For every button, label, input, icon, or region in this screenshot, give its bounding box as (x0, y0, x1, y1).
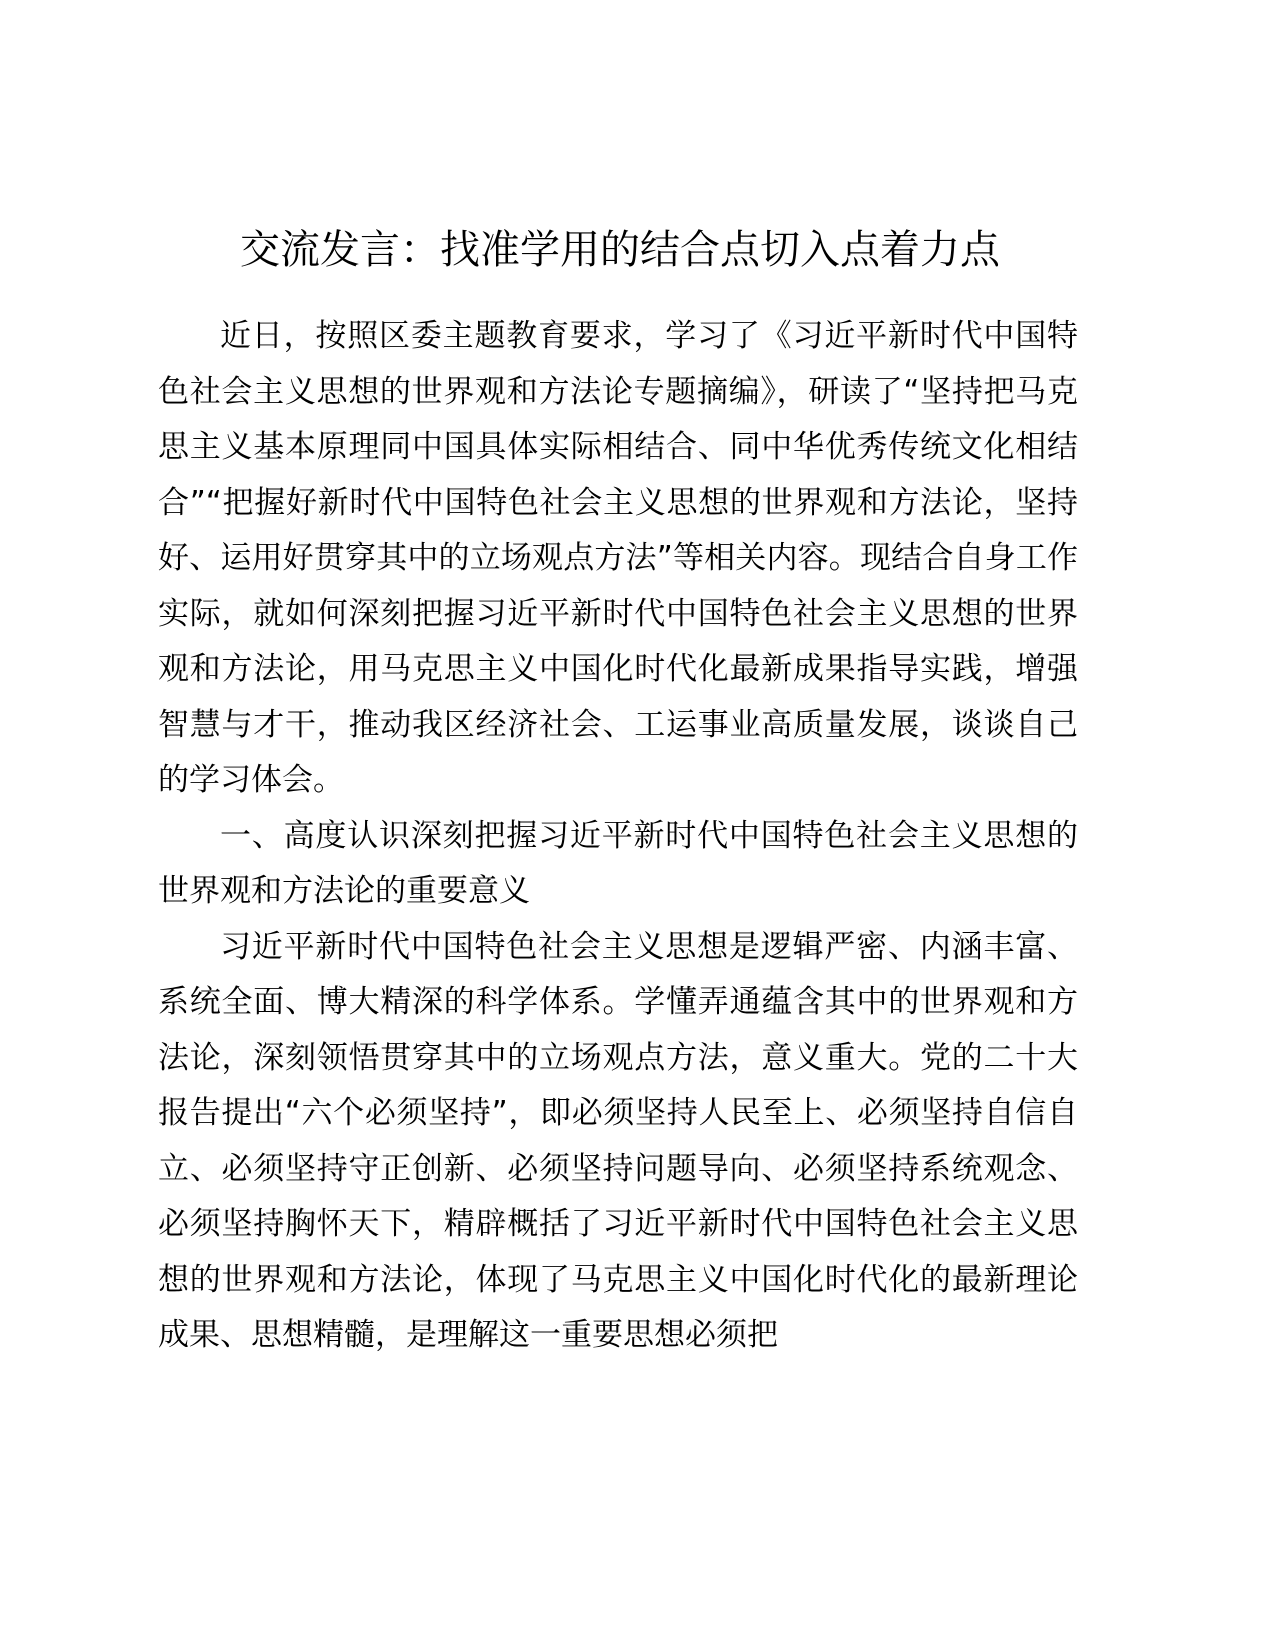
paragraph-intro: 近日，按照区委主题教育要求，学习了《习近平新时代中国特色社会主义思想的世界观和方法论专题摘编》，研读了“坚持把马克思主义基本原理同中国具体实际相结合、同中华优秀传统文化相结合”“把握好新时代中国特色社会主义思想的世界观和方法论，坚持好、运用好贯穿其中的立场观点方法”等相关内容。现结合自身工作实际，就如何深刻把握习近平新时代中国特色社会主义思想的世界观和方法论，用马克思主义中国化时代化最新成果指导实践，增强智慧与才干，推动我区经济社会、工运事业高质量发展，谈谈自己的学习体会。 (158, 318, 1078, 798)
paragraph-section-1: 习近平新时代中国特色社会主义思想是逻辑严密、内涵丰富、系统全面、博大精深的科学体系。学懂弄通蕴含其中的世界观和方法论，深刻领悟贯穿其中的立场观点方法，意义重大。党的二十大报告提出“六个必须坚持”，即必须坚持人民至上、必须坚持自信自立、必须坚持守正创新、必须坚持问题导向、必须坚持系统观念、必须坚持胸怀天下，精辟概括了习近平新时代中国特色社会主义思想的世界观和方法论，体现了马克思主义中国化时代化的最新理论成果、思想精髓，是理解这一重要思想必须把 (158, 928, 1078, 1353)
document-body (158, 309, 1078, 1364)
document-title: 交流发言：找准学用的结合点切入点着力点 (240, 227, 1000, 273)
section-heading-1: 一、高度认识深刻把握习近平新时代中国特色社会主义思想的世界观和方法论的重要意义 (158, 817, 1078, 909)
